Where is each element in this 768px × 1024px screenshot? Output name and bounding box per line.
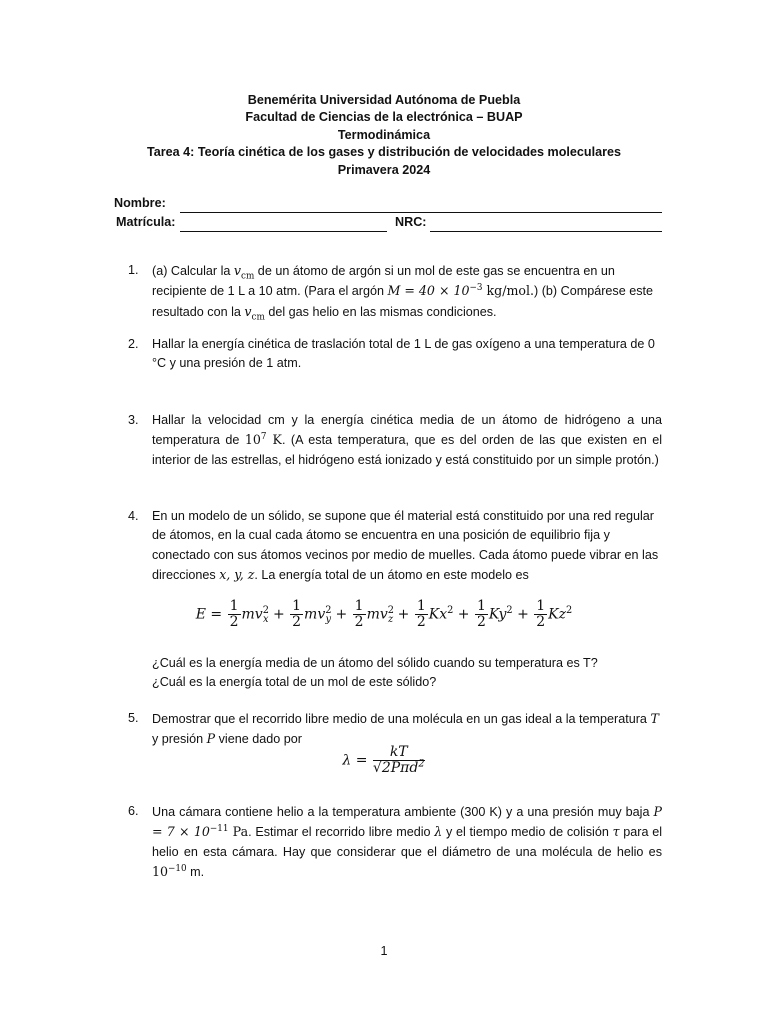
fraction: $\frac{1}{2}$ [536, 598, 546, 630]
question-text: (a) Calcular la $v_{cm}$ de un átomo de argón si un mol de este gas se encuentra en un recipiente de 1 L a 10 atm. (Para el argón $M = 40 \times 10^{-3}$ kg/mol.) (b) Compárese este resultado con la $v_{cm}$ del gas helio en las mismas condiciones. [152, 263, 654, 323]
name-label: Nombre: [114, 196, 166, 210]
page-number: 1 [380, 944, 388, 958]
energy-equation: E = $\frac{1}{2}$ $mv^2_x$ + $\frac{1}{2}$ $mv^2_y$ + $\frac{1}{2}$ $mv^2_z$ + $\frac{1}{2}$ Kx$^2$ + $\frac{1}{2}$ Ky$^2$ + $\frac{1}{2}$ Kz$^2$ [195, 598, 573, 630]
question-text: Hallar la velocidad cm y la energía cinética media de un átomo de hidrógeno a una temperatura de $10^7$ K. (A esta temperatura, que es del orden de las que existen en el interior de las estrellas, el hidrógeno está ionizado y está constituido por un simple protón.) [152, 413, 662, 467]
id-label: Matrícula: [116, 215, 176, 229]
question-text: Una cámara contiene helio a la temperatura ambiente (300 K) y a una presión muy baja $P = 7 \times 10^{-11}$ Pa. Estimar el recorrido libre medio λ y el tiempo medio de colisión τ para el helio en esta cámara. Hay que considerar que el diámetro de una molécula de helio es $10^{-10}$ m. [152, 804, 662, 880]
subquestion: ¿Cuál es la energía media de un átomo del sólido cuando su temperatura es T? [152, 656, 598, 670]
question-text: Demostrar que el recorrido libre medio de una molécula en un gas ideal a la temperatura T y presión P viene dado por [152, 711, 659, 747]
question-text: Hallar la energía cinética de traslación total de 1 L de gas oxígeno a una temperatura de 0 °C y una presión de 1 atm. [152, 337, 655, 371]
question-number: 4. [128, 509, 139, 523]
id-field[interactable] [180, 231, 387, 232]
fraction: $\frac{1}{2}$ [354, 598, 364, 630]
question-number: 2. [128, 337, 139, 351]
nrc-field[interactable] [430, 231, 662, 232]
question-text: En un modelo de un sólido, se supone que él material está constituido por una red regular de átomos, en la cual cada átomo se encuentra en una posición de equilibrio fija y conectado con sus átomos vecinos por medio de muelles. Cada átomo puede vibrar en las direcciones x, y, z. La energía total de un átomo en este modelo es [152, 509, 659, 583]
university-name: Benemérita Universidad Autónoma de Puebla [247, 93, 521, 107]
name-field[interactable] [180, 212, 662, 213]
term: Primavera 2024 [337, 162, 431, 177]
fraction: $\frac{1}{2}$ [229, 598, 239, 630]
question-number: 3. [128, 413, 139, 427]
mean-free-path-equation: λ = $\frac{kT}{√2P\pi d^2}$ [342, 744, 425, 776]
course-name: Termodinámica [337, 127, 431, 142]
faculty-name: Facultad de Ciencias de la electrónica – BUAP [245, 110, 523, 125]
question-number: 1. [128, 263, 139, 277]
fraction: $\frac{1}{2}$ [292, 598, 302, 630]
fraction: $\frac{1}{2}$ [416, 598, 426, 630]
fraction: $\frac{1}{2}$ [476, 598, 486, 630]
subquestion: ¿Cuál es la energía total de un mol de este sólido? [152, 675, 437, 690]
nrc-label: NRC: [395, 215, 427, 229]
fraction: $\frac{kT}{√2P\pi d^2}$ [372, 744, 425, 776]
assignment-title: Tarea 4: Teoría cinética de los gases y distribución de velocidades moleculares [146, 145, 622, 160]
question-number: 6. [128, 804, 139, 818]
document-header [0, 92, 768, 179]
question-number: 5. [128, 711, 139, 725]
